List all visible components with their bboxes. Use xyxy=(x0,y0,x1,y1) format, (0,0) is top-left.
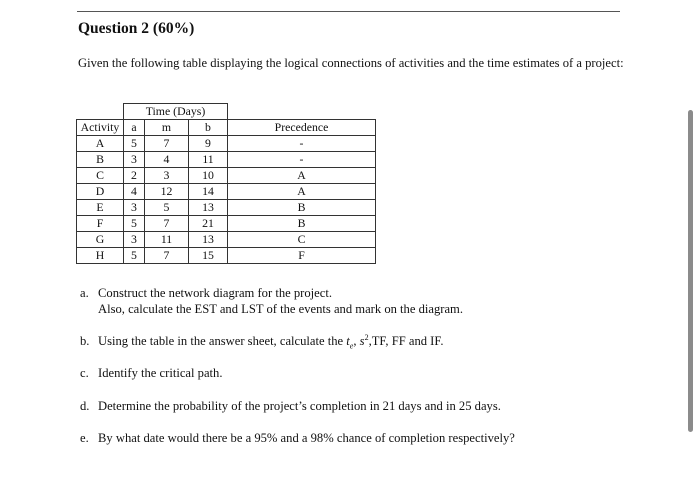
m-cell: 4 xyxy=(145,152,189,168)
a-cell: 5 xyxy=(124,216,145,232)
a-cell: 3 xyxy=(124,232,145,248)
col-header-activity: Activity xyxy=(77,120,124,136)
m-cell: 12 xyxy=(145,184,189,200)
variance-superscript: 2 xyxy=(364,333,369,342)
task-text-end: ,TF, FF and IF. xyxy=(368,334,444,349)
b-cell: 14 xyxy=(189,184,228,200)
top-divider xyxy=(77,11,620,12)
task-label: e. xyxy=(80,431,89,445)
variance-symbol: s xyxy=(359,334,365,349)
m-cell: 7 xyxy=(145,136,189,152)
activity-table xyxy=(76,103,376,264)
a-cell: 5 xyxy=(124,248,145,264)
a-cell: 5 xyxy=(124,136,145,152)
col-header-m: m xyxy=(145,120,189,136)
activity-cell: G xyxy=(77,232,124,248)
precedence-cell: F xyxy=(228,248,376,264)
col-header-precedence: Precedence xyxy=(228,120,376,136)
task-label: a. xyxy=(80,286,89,300)
table-row xyxy=(77,184,376,200)
table-row xyxy=(77,168,376,184)
b-cell: 11 xyxy=(189,152,228,168)
question-intro: Given the following table displaying the logical connections of activities and the time estimates of a project: xyxy=(78,56,624,70)
task-text: Using the table in the answer sheet, calculate the xyxy=(98,334,347,349)
vertical-scrollbar[interactable] xyxy=(688,110,693,432)
m-cell: 7 xyxy=(145,248,189,264)
table-group-header-row xyxy=(77,104,376,120)
m-cell: 7 xyxy=(145,216,189,232)
task-text: Identify the critical path. xyxy=(98,366,223,380)
task-label: b. xyxy=(80,334,90,349)
activity-cell: C xyxy=(77,168,124,184)
table-row xyxy=(77,152,376,168)
a-cell: 3 xyxy=(124,200,145,216)
table-blank-cell xyxy=(77,104,124,120)
table-blank-cell xyxy=(228,104,376,120)
activity-cell: A xyxy=(77,136,124,152)
precedence-cell: C xyxy=(228,232,376,248)
a-cell: 3 xyxy=(124,152,145,168)
table-row xyxy=(77,232,376,248)
m-cell: 3 xyxy=(145,168,189,184)
precedence-cell: - xyxy=(228,152,376,168)
activity-cell: B xyxy=(77,152,124,168)
table-row xyxy=(77,216,376,232)
table-row xyxy=(77,136,376,152)
b-cell: 9 xyxy=(189,136,228,152)
task-label: d. xyxy=(80,399,90,413)
col-header-a: a xyxy=(124,120,145,136)
te-symbol: t xyxy=(346,334,350,349)
m-cell: 5 xyxy=(145,200,189,216)
activity-cell: D xyxy=(77,184,124,200)
precedence-cell: B xyxy=(228,216,376,232)
task-text-continued: Also, calculate the EST and LST of the events and mark on the diagram. xyxy=(98,302,464,316)
task-text: Construct the network diagram for the project. xyxy=(98,286,332,300)
a-cell: 2 xyxy=(124,168,145,184)
question-title: Question 2 (60%) xyxy=(78,20,195,37)
activity-cell: F xyxy=(77,216,124,232)
task-d xyxy=(80,399,501,414)
b-cell: 10 xyxy=(189,168,228,184)
a-cell: 4 xyxy=(124,184,145,200)
b-cell: 15 xyxy=(189,248,228,264)
table-row xyxy=(77,200,376,216)
task-text: Determine the probability of the project’s completion in 21 days and in 25 days. xyxy=(98,399,501,413)
te-subscript: e xyxy=(349,341,354,351)
precedence-cell: - xyxy=(228,136,376,152)
task-e xyxy=(80,431,515,446)
task-b xyxy=(80,333,444,351)
m-cell: 11 xyxy=(145,232,189,248)
activity-cell: E xyxy=(77,200,124,216)
table-header-row xyxy=(77,120,376,136)
task-c xyxy=(80,366,223,381)
precedence-cell: A xyxy=(228,184,376,200)
col-header-b: b xyxy=(189,120,228,136)
b-cell: 13 xyxy=(189,232,228,248)
task-a xyxy=(80,286,464,316)
b-cell: 13 xyxy=(189,200,228,216)
task-label: c. xyxy=(80,366,89,380)
task-text-separator: , xyxy=(353,334,360,349)
task-text: By what date would there be a 95% and a 98% chance of completion respectively? xyxy=(98,431,515,445)
precedence-cell: B xyxy=(228,200,376,216)
time-days-header: Time (Days) xyxy=(124,104,228,120)
precedence-cell: A xyxy=(228,168,376,184)
b-cell: 21 xyxy=(189,216,228,232)
table-row xyxy=(77,248,376,264)
activity-cell: H xyxy=(77,248,124,264)
